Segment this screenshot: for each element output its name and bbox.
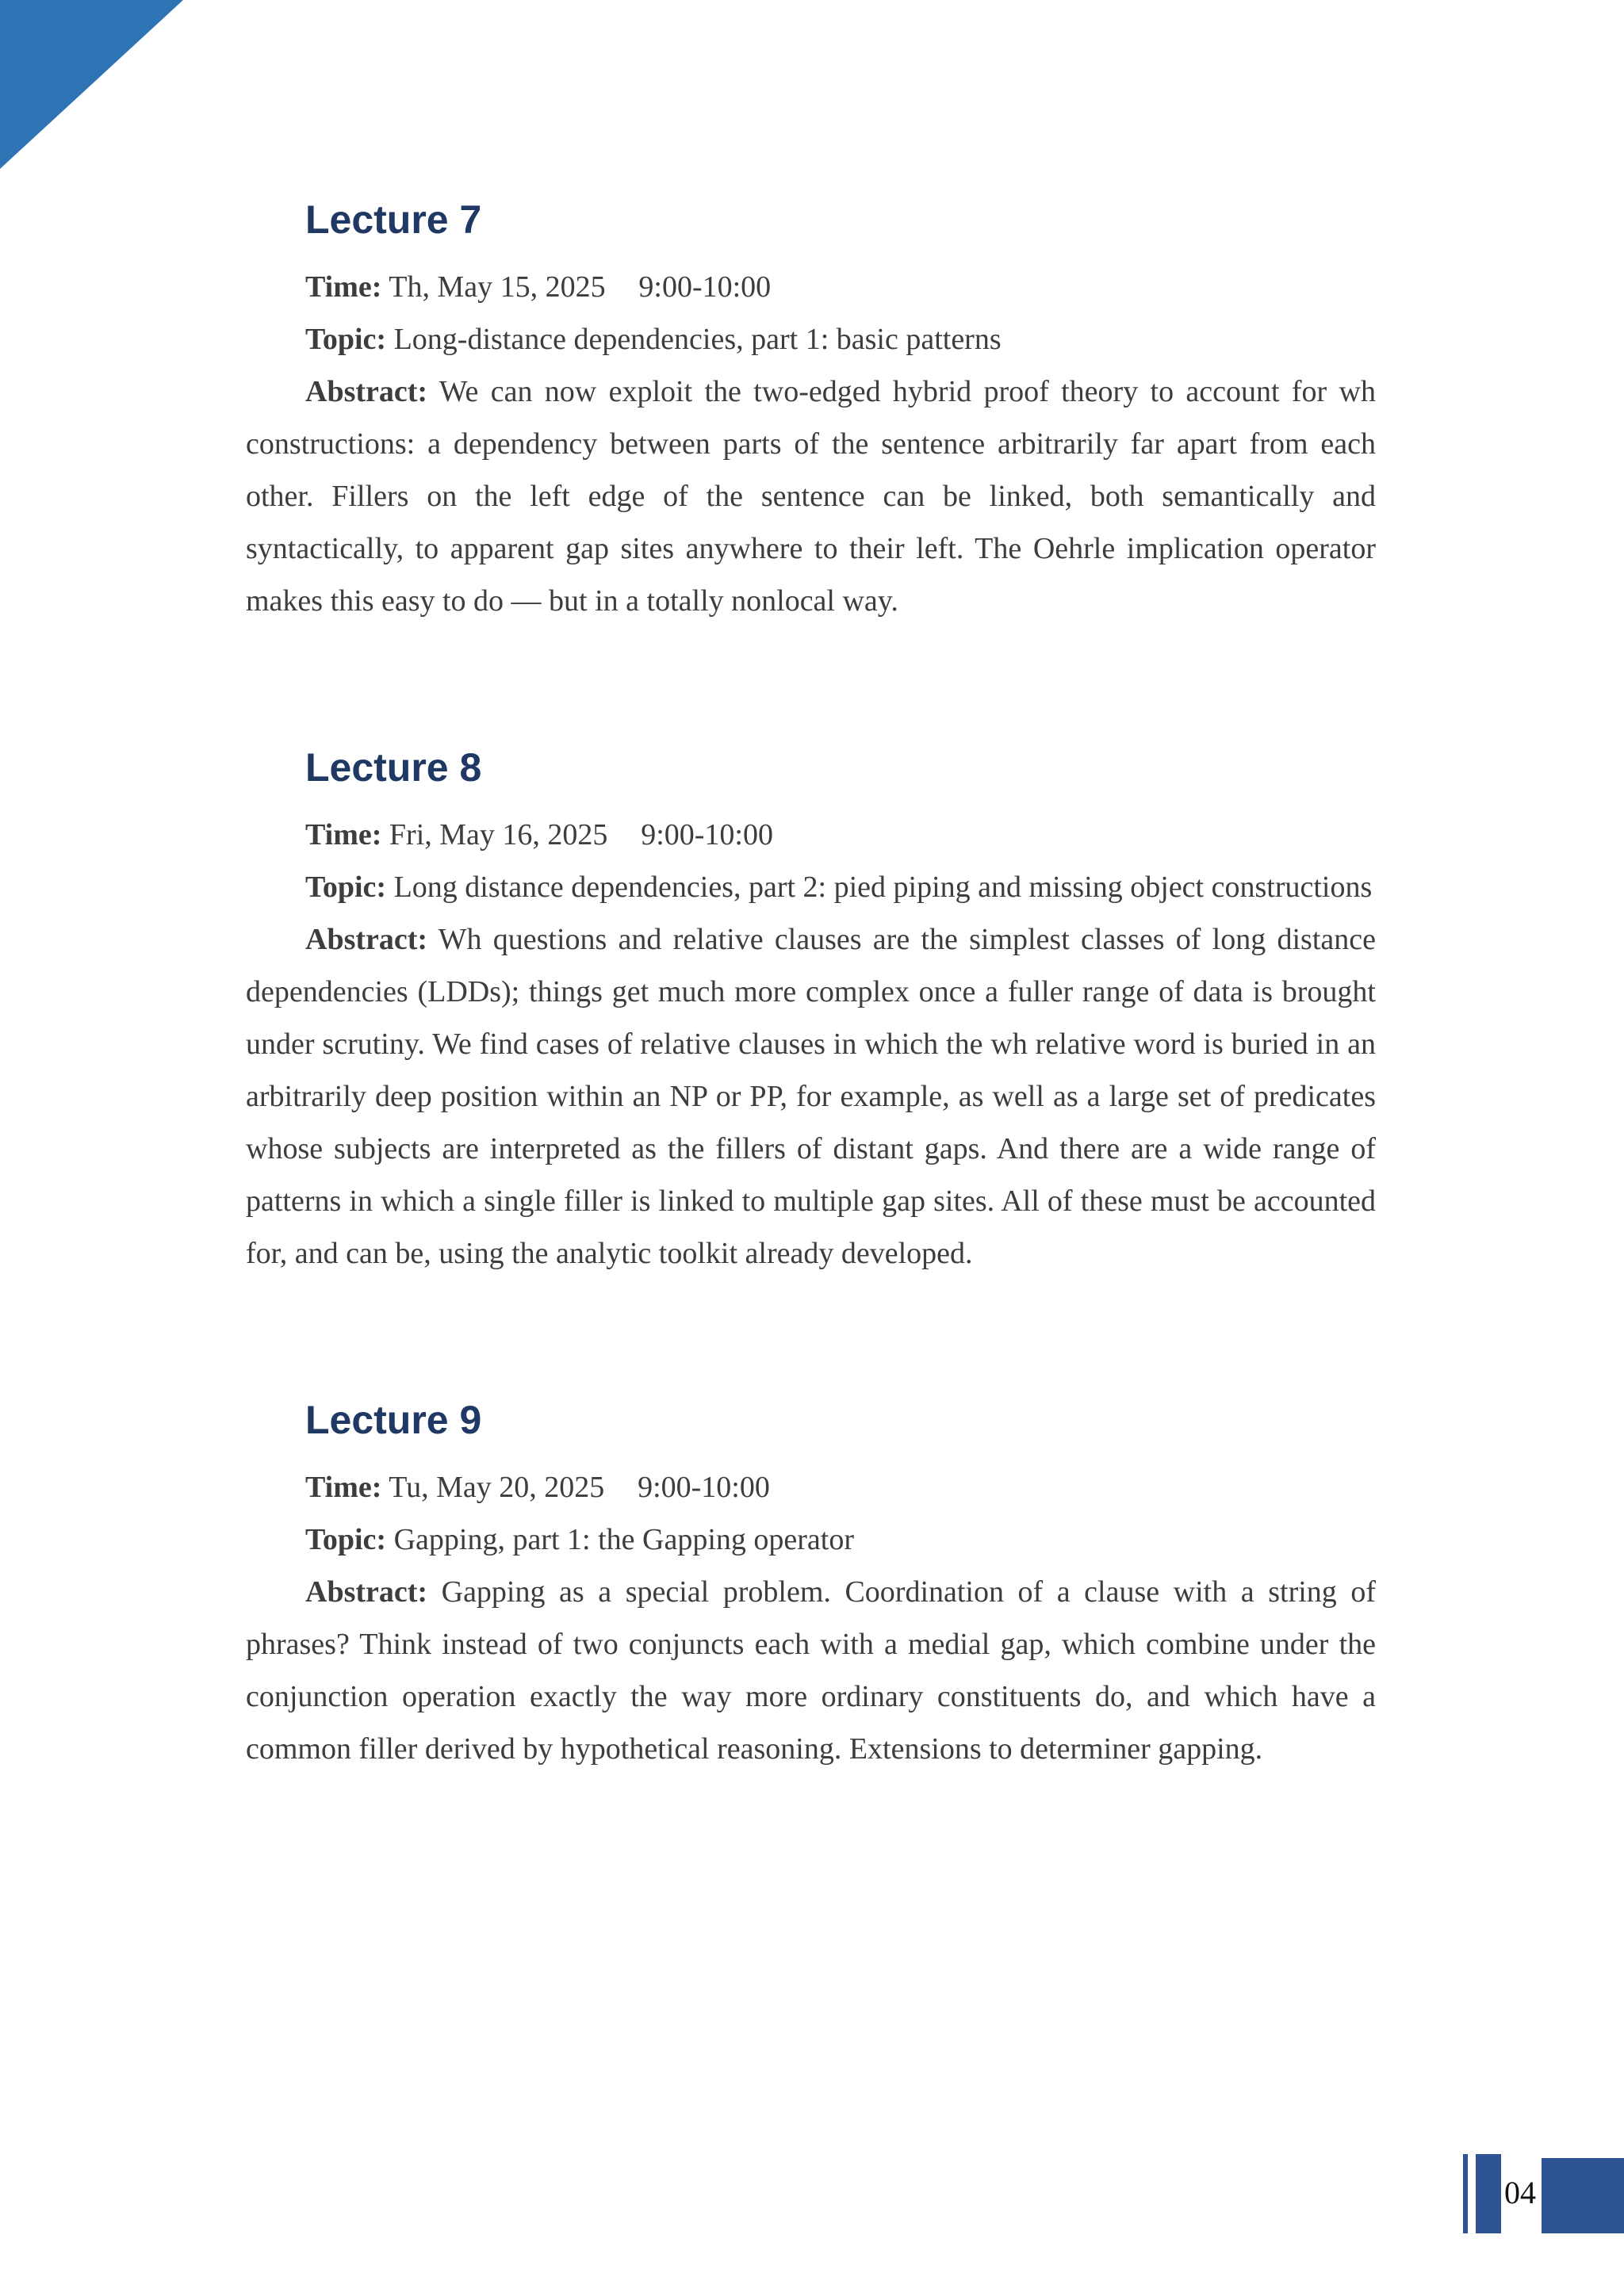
lecture-title: Lecture 8 bbox=[305, 745, 482, 790]
topic-text: Gapping, part 1: the Gapping operator bbox=[393, 1523, 854, 1556]
topic-text: Long distance dependencies, part 2: pied piping and missing object constructions bbox=[393, 871, 1373, 904]
abstract-label: Abstract: bbox=[305, 923, 428, 956]
time-line bbox=[246, 1461, 1376, 1513]
abstract-text: We can now exploit the two-edged hybrid proof theory to account for wh constructions: a dependency between parts of the sentence arbitrarily far apart from each other. Fillers on the left edge of the sentence can be linked, both semantically and syntactically, to apparent gap sites anywhere to their left. The Oehrle implication operator makes this easy to do — but in a totally nonlocal way. bbox=[246, 375, 1376, 618]
lecture-title: Lecture 7 bbox=[305, 197, 482, 242]
time-date: Fri, May 16, 2025 bbox=[389, 818, 608, 851]
time-date: Th, May 15, 2025 bbox=[389, 270, 606, 304]
lecture-section-8 bbox=[246, 746, 1376, 1280]
lecture-section-9 bbox=[246, 1399, 1376, 1775]
lecture-section-7 bbox=[246, 198, 1376, 627]
page-number: 04 bbox=[1504, 2175, 1536, 2210]
abstract-paragraph bbox=[246, 365, 1376, 627]
topic-label: Topic: bbox=[305, 871, 387, 904]
topic-text: Long-distance dependencies, part 1: basic patterns bbox=[393, 323, 1002, 356]
page-content bbox=[246, 198, 1376, 1775]
time-line bbox=[246, 809, 1376, 861]
footer-bar-thin bbox=[1463, 2154, 1468, 2233]
footer-bar-thick bbox=[1476, 2154, 1501, 2233]
abstract-label: Abstract: bbox=[305, 1575, 428, 1609]
topic-label: Topic: bbox=[305, 323, 387, 356]
time-line bbox=[246, 261, 1376, 313]
abstract-text: Wh questions and relative clauses are the simplest classes of long distance dependencies (LDDs); things get much more complex once a fuller range of data is brought under scrutiny. We find cases of relative clauses in which the wh relative word is buried in an arbitrarily deep position within an NP or PP, for example, as well as a large set of predicates whose subjects are interpreted as the fillers of distant gaps. And there are a wide range of patterns in which a single filler is linked to multiple gap sites. All of these must be accounted for, and can be, using the analytic toolkit already developed. bbox=[246, 923, 1376, 1270]
footer-bar-wide bbox=[1542, 2158, 1624, 2233]
abstract-paragraph bbox=[246, 1566, 1376, 1775]
time-label: Time: bbox=[305, 1471, 382, 1504]
abstract-label: Abstract: bbox=[305, 375, 428, 408]
topic-line bbox=[246, 861, 1376, 913]
topic-line bbox=[246, 313, 1376, 365]
time-range: 9:00-10:00 bbox=[641, 818, 773, 851]
abstract-paragraph bbox=[246, 913, 1376, 1280]
lecture-title: Lecture 9 bbox=[305, 1398, 482, 1442]
time-label: Time: bbox=[305, 818, 382, 851]
time-label: Time: bbox=[305, 270, 382, 304]
topic-label: Topic: bbox=[305, 1523, 387, 1556]
abstract-text: Gapping as a special problem. Coordination of a clause with a string of phrases? Think instead of two conjuncts each with a medial gap, which combine under the conjunction operation exactly the way more ordinary constituents do, and which have a common filler derived by hypothetical reasoning. Extensions to determiner gapping. bbox=[246, 1575, 1376, 1766]
time-range: 9:00-10:00 bbox=[638, 1471, 770, 1504]
time-range: 9:00-10:00 bbox=[638, 270, 772, 304]
corner-triangle-decoration bbox=[0, 0, 183, 169]
time-date: Tu, May 20, 2025 bbox=[389, 1471, 605, 1504]
topic-line bbox=[246, 1513, 1376, 1566]
